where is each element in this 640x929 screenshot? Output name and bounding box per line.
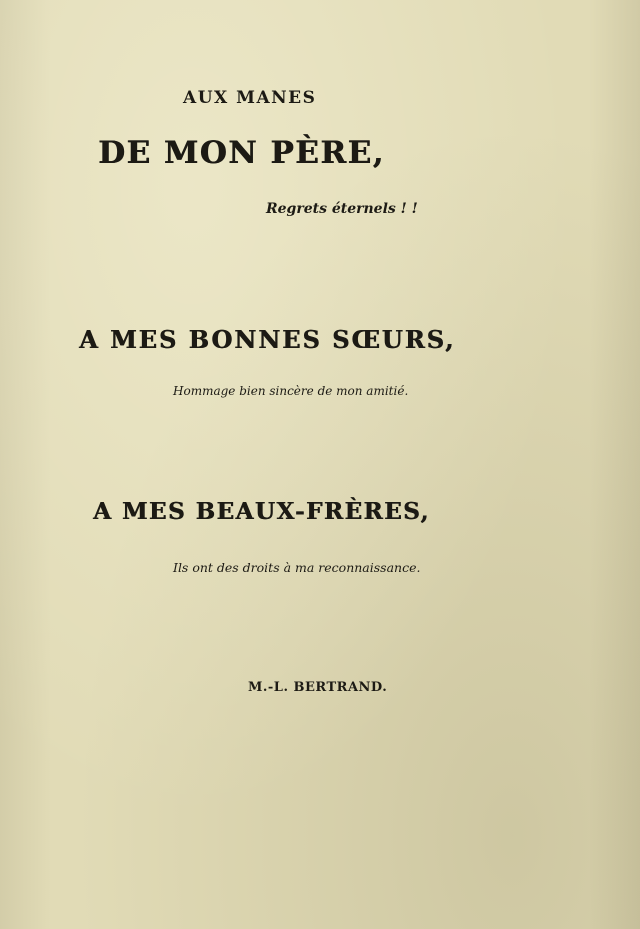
author-signature: M.-L. BERTRAND. (248, 680, 388, 695)
dedication-subline-droits: Ils ont des droits à ma reconnaissance. (173, 560, 421, 575)
dedication-heading-de-mon-pere: DE MON PÈRE, (98, 135, 385, 171)
dedication-subline-hommage: Hommage bien sincère de mon amitié. (173, 384, 409, 398)
dedication-heading-soeurs: A MES BONNES SŒURS, (79, 325, 456, 354)
dedication-heading-beaux-freres: A MES BEAUX-FRÈRES, (93, 498, 430, 525)
dedication-heading-aux-manes: AUX MANES (183, 88, 317, 108)
dedication-subline-regrets: Regrets éternels ! ! (266, 201, 418, 217)
